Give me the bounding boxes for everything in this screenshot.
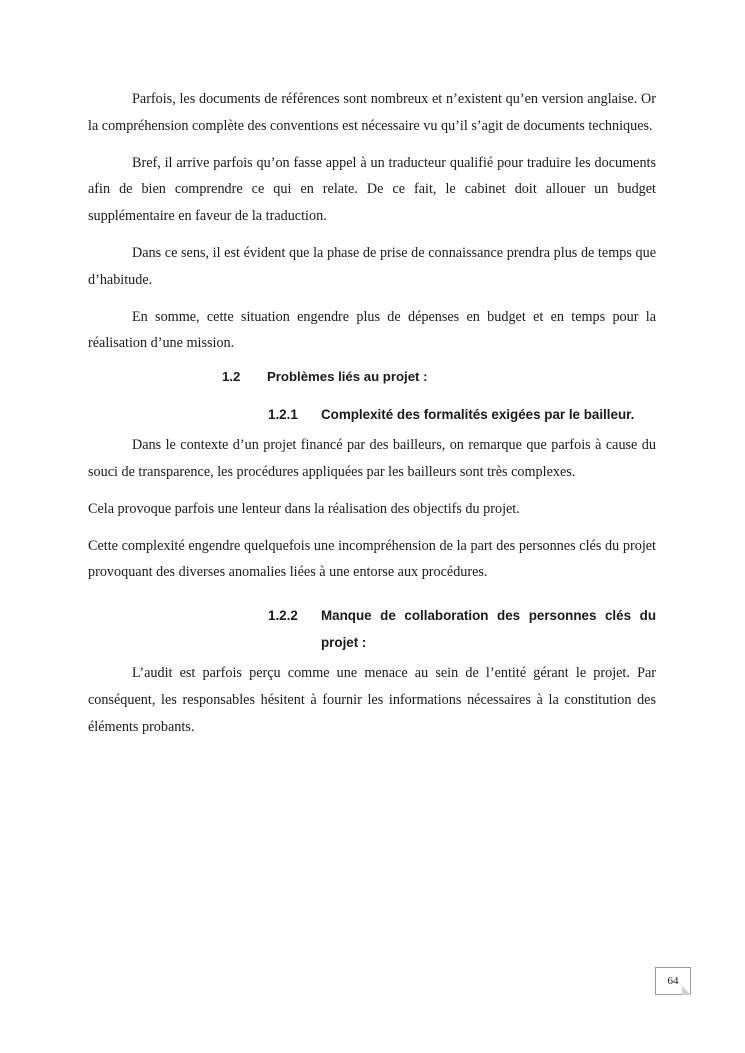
document-page [88,86,656,751]
section-heading-1-2-1 [268,401,656,428]
paragraph: Cela provoque parfois une lenteur dans la réalisation des objectifs du projet. [88,500,520,517]
paragraph: Bref, il arrive parfois qu’on fasse appel à un traducteur qualifié pour traduire les documents afin de bien comprendre ce qui en relate. De ce fait, le cabinet doit allouer un budget supplémentaire en faveur de la traduction. [88,154,656,225]
paragraph: L’audit est parfois perçu comme une menace au sein de l’entité gérant le projet. Par conséquent, les responsables hésitent à fournir les informations nécessaires à la constitution des éléments probants. [88,665,656,735]
page-number: 64 [655,967,691,995]
section-title: Manque de collaboration des personnes clés du projet : [321,608,656,651]
section-title: Problèmes liés au projet : [267,369,428,385]
paragraph: En somme, cette situation engendre plus de dépenses en budget et en temps pour la réalisation d’une mission. [88,308,656,352]
section-number: 1.2.1 [268,407,298,423]
section-heading-1-2 [222,367,656,387]
section-number: 1.2 [222,369,241,385]
section-number: 1.2.2 [268,608,298,624]
paragraph: Cette complexité engendre quelquefois une incompréhension de la part des personnes clés du projet provoquant des diverses anomalies liées à une entorse aux procédures. [88,537,656,581]
section-title: Complexité des formalités exigées par le bailleur. [321,407,635,423]
paragraph: Dans ce sens, il est évident que la phase de prise de connaissance prendra plus de temps que d’habitude. [88,244,656,288]
paragraph: Dans le contexte d’un projet financé par des bailleurs, on remarque que parfois à cause du souci de transparence, les procédures appliquées par les bailleurs sont très complexes. [88,437,656,480]
section-heading-1-2-2 [268,602,656,656]
paragraph: Parfois, les documents de références sont nombreux et n’existent qu’en version anglaise. Or la compréhension complète des conventions est nécessaire vu qu’il s’agit de documents techniques. [88,91,656,134]
